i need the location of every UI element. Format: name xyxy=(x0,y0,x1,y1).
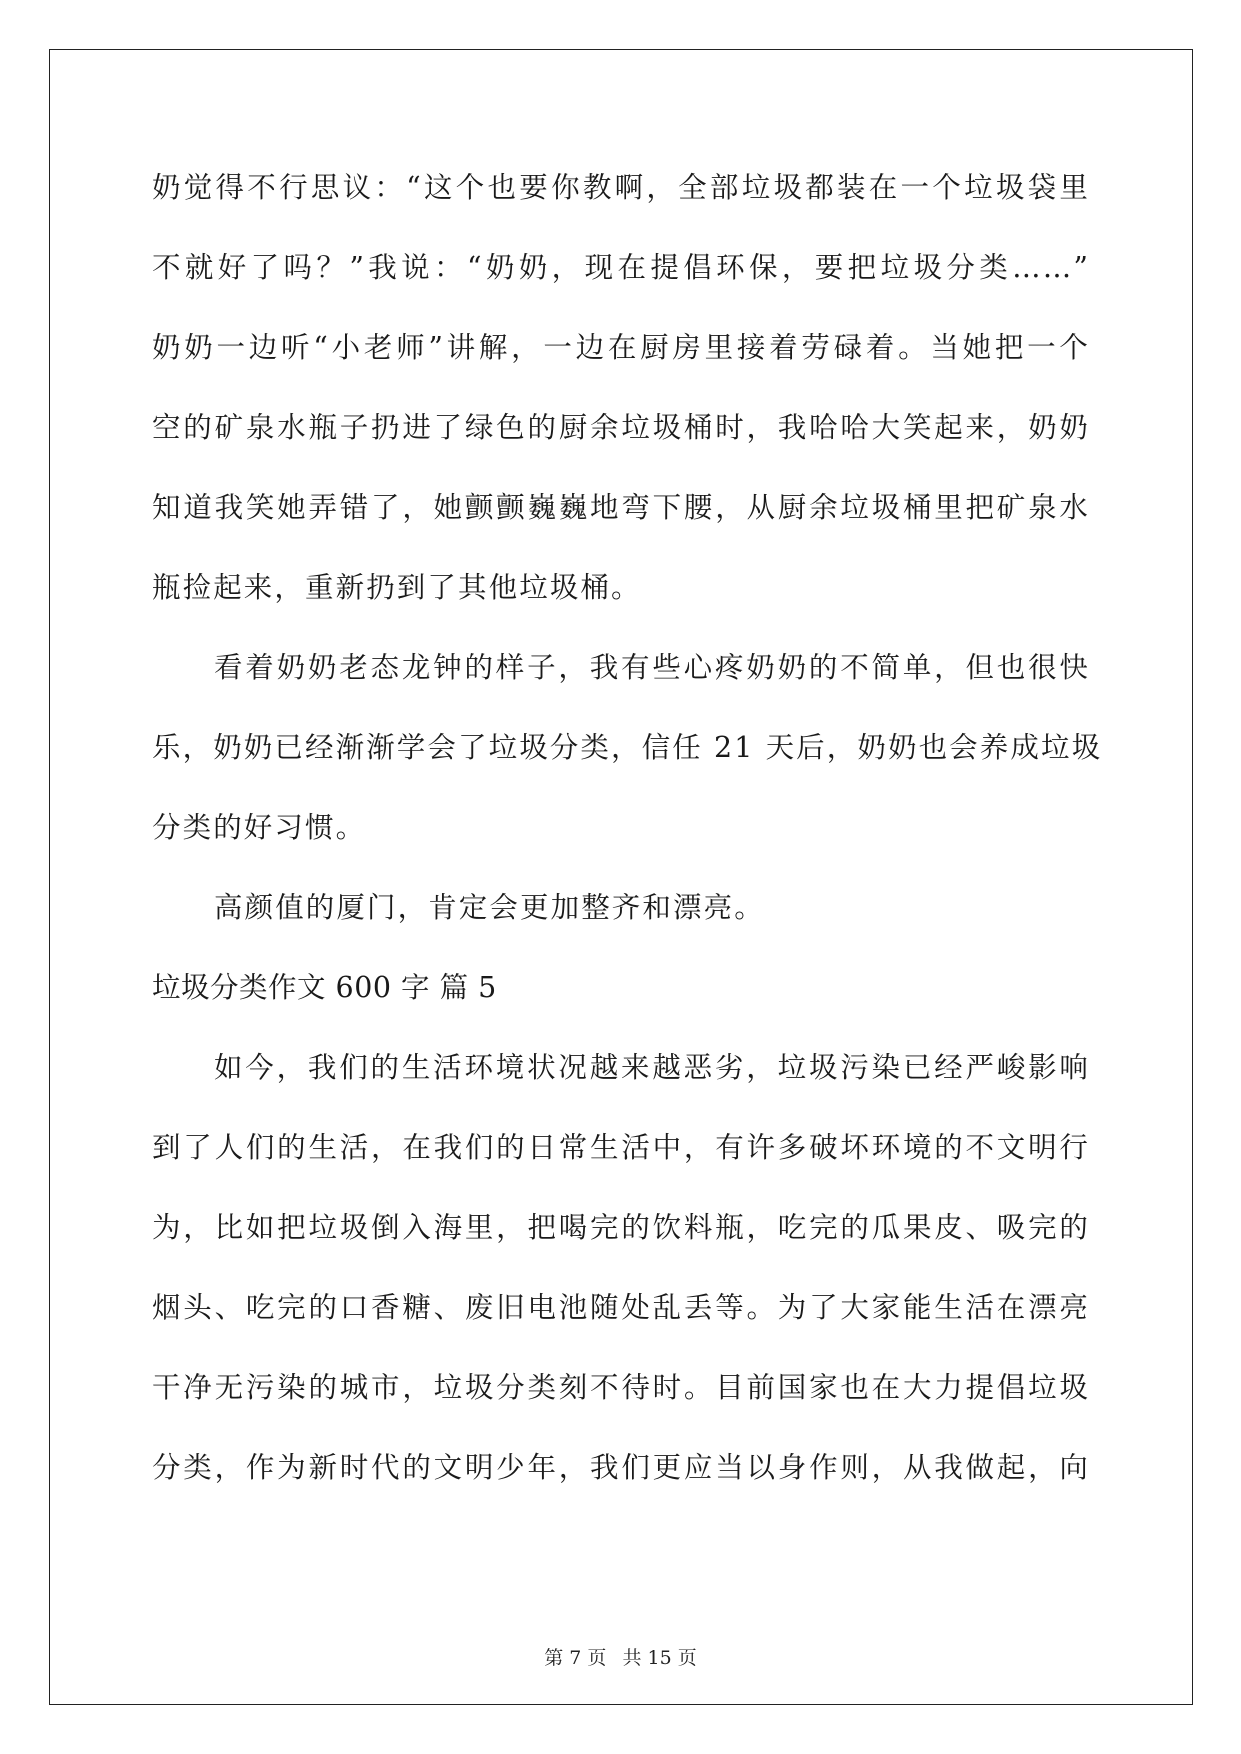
paragraph-line: 高颜值的厦门，肯定会更加整齐和漂亮。 xyxy=(214,891,765,924)
paragraph-line: 如今，我们的生活环境状况越来越恶劣，垃圾污染已经严峻影响 xyxy=(214,1051,1090,1084)
section-heading: 垃圾分类作文 600 字 篇 5 xyxy=(152,971,497,1004)
total-page-count: 共 15 页 xyxy=(622,1647,697,1669)
paragraph-line: 为，比如把垃圾倒入海里，把喝完的饮料瓶，吃完的瓜果皮、吸完的 xyxy=(152,1211,1090,1244)
current-page-number: 第 7 页 xyxy=(544,1647,607,1669)
paragraph-line: 乐，奶奶已经渐渐学会了垃圾分类，信任 21 天后，奶奶也会养成垃圾 xyxy=(152,731,1103,764)
paragraph-line: 奶奶一边听“小老师”讲解，一边在厨房里接着劳碌着。当她把一个 xyxy=(152,331,1090,364)
paragraph-line: 瓶捡起来，重新扔到了其他垃圾桶。 xyxy=(152,571,642,604)
paragraph-line: 到了人们的生活，在我们的日常生活中，有许多破坏环境的不文明行 xyxy=(152,1131,1090,1164)
paragraph-line: 烟头、吃完的口香糖、废旧电池随处乱丢等。为了大家能生活在漂亮 xyxy=(152,1291,1090,1324)
paragraph-line: 空的矿泉水瓶子扔进了绿色的厨余垃圾桶时，我哈哈大笑起来，奶奶 xyxy=(152,411,1090,444)
paragraph-line: 不就好了吗？”我说：“奶奶，现在提倡环保，要把垃圾分类……” xyxy=(152,251,1090,284)
paragraph-line: 干净无污染的城市，垃圾分类刻不待时。目前国家也在大力提倡垃圾 xyxy=(152,1371,1090,1404)
paragraph-line: 看着奶奶老态龙钟的样子，我有些心疼奶奶的不简单，但也很快 xyxy=(214,651,1090,684)
paragraph-line: 分类，作为新时代的文明少年，我们更应当以身作则，从我做起，向 xyxy=(152,1451,1090,1484)
paragraph-line: 奶觉得不行思议：“这个也要你教啊，全部垃圾都装在一个垃圾袋里 xyxy=(152,171,1090,204)
page-footer xyxy=(0,1643,1241,1670)
paragraph-line: 分类的好习惯。 xyxy=(152,811,367,844)
paragraph-line: 知道我笑她弄错了，她颤颤巍巍地弯下腰，从厨余垃圾桶里把矿泉水 xyxy=(152,491,1090,524)
document-body xyxy=(152,159,1103,1519)
